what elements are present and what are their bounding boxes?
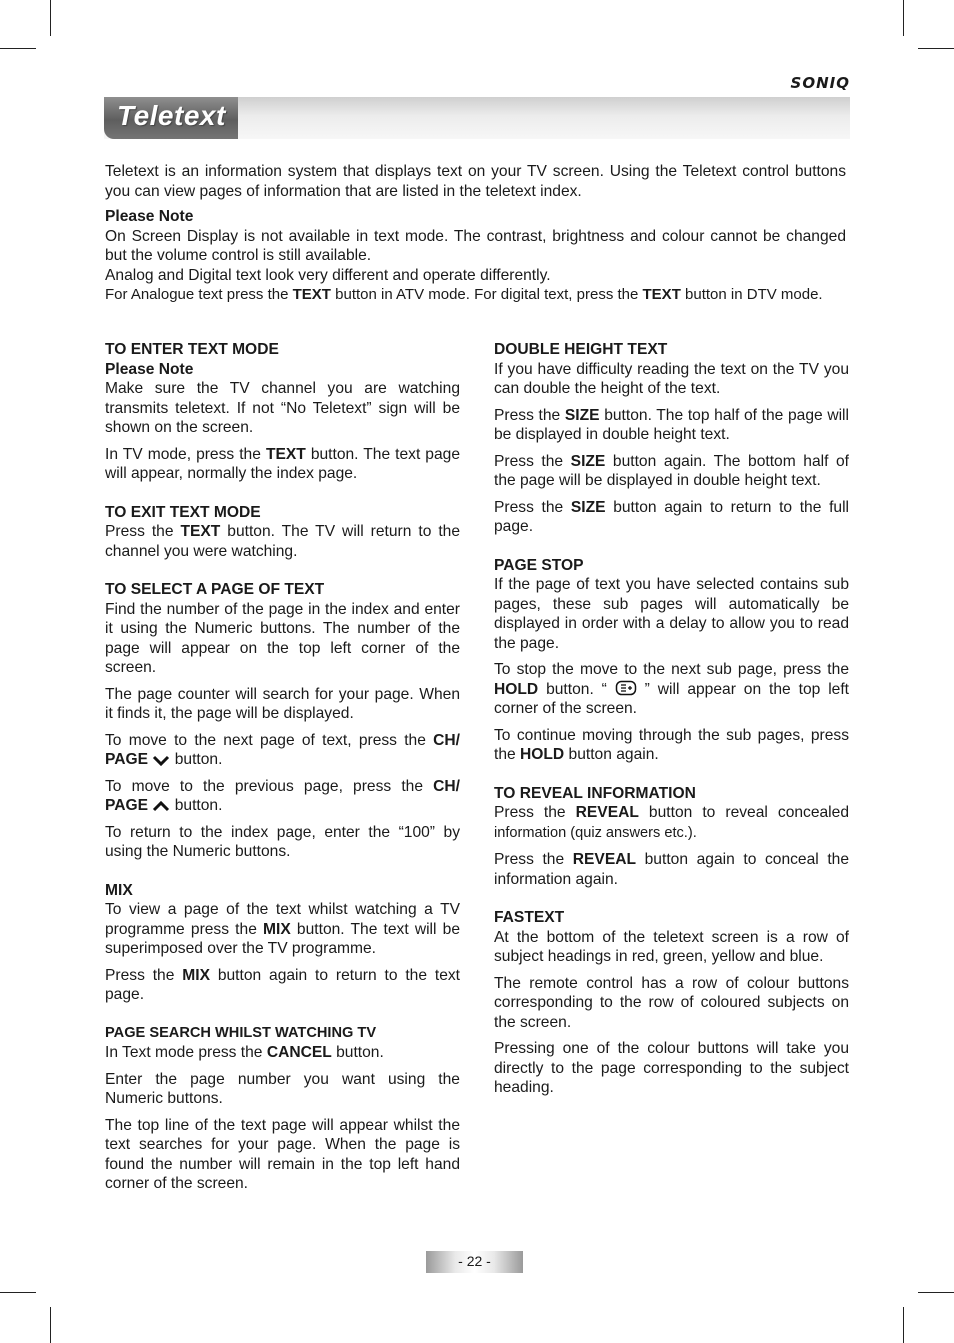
- section-heading: TO SELECT A PAGE OF TEXT: [105, 581, 325, 598]
- paragraph: To move to the previous page, press the CH/ PAGE button.: [105, 777, 460, 814]
- paragraph: The remote control has a row of colour buttons corresponding to the row of coloured subjects on the screen.: [494, 974, 849, 1031]
- paragraph: If the page of text you have selected contains sub pages, these sub pages will automatically be displayed in order with a delay to allow you to read the page.: [494, 576, 849, 652]
- crop-mark: [50, 1307, 51, 1343]
- paragraph: Press the REVEAL button again to conceal the information again.: [494, 851, 850, 888]
- paragraph: To view a page of the text whilst watching a TV programme press the MIX button. The text will be superimposed over the TV programme.: [105, 901, 460, 957]
- right-column: [494, 340, 849, 1105]
- chevron-up-icon: [152, 800, 170, 812]
- crop-mark: [0, 48, 36, 49]
- paragraph: Pressing one of the colour buttons will take you directly to the page corresponding to the subject heading.: [494, 1040, 849, 1096]
- crop-mark: [918, 48, 954, 49]
- crop-mark: [50, 0, 51, 36]
- section-subheading: Please Note: [105, 360, 194, 378]
- paragraph: At the bottom of the teletext screen is a row of subject headings in red, green, yellow and blue.: [494, 928, 849, 965]
- section-heading: MIX: [105, 881, 133, 899]
- section-heading: DOUBLE HEIGHT TEXT: [494, 341, 668, 358]
- paragraph: Press the TEXT button. The TV will return to the channel you were watching.: [105, 523, 460, 560]
- paragraph: Press the REVEAL button to reveal concealed information (quiz answers etc.).: [494, 804, 849, 841]
- paragraph: To continue moving through the sub pages, press the HOLD button again.: [494, 726, 849, 763]
- paragraph: Press the MIX button again to return to the text page.: [105, 966, 460, 1003]
- paragraph: In TV mode, press the TEXT button. The text page will appear, normally the index page.: [105, 445, 460, 482]
- section-heading: PAGE STOP: [494, 556, 584, 574]
- crop-mark: [903, 0, 904, 36]
- section-heading: TO REVEAL INFORMATION: [494, 784, 696, 802]
- left-column: [105, 340, 460, 1201]
- note-heading: Please Note: [105, 208, 194, 225]
- section-heading: PAGE SEARCH WHILST WATCHING TV: [105, 1024, 377, 1041]
- paragraph: Make sure the TV channel you are watching transmits teletext. If not “No Teletext” sign will be shown on the screen.: [105, 380, 460, 436]
- paragraph: Find the number of the page in the index and enter it using the Numeric buttons. The number of the page will appear on the top left corner of the screen.: [105, 600, 460, 676]
- paragraph: To stop the move to the next sub page, press the HOLD button. “ ” will appear on the top left corner of the screen.: [494, 661, 849, 717]
- paragraph: Press the SIZE button again. The bottom half of the page will be displayed in double height text.: [494, 452, 849, 489]
- page-number: - 22 -: [458, 1253, 491, 1269]
- paragraph: Press the SIZE button. The top half of the page will be displayed in double height text.: [494, 406, 849, 443]
- paragraph: Enter the page number you want using the Numeric buttons.: [105, 1070, 460, 1107]
- paragraph: In Text mode press the CANCEL button.: [105, 1044, 384, 1061]
- section-heading: TO EXIT TEXT MODE: [105, 503, 261, 521]
- intro-section: [105, 162, 846, 305]
- paragraph: The page counter will search for your page. When it finds it, the page will be displayed.: [105, 685, 460, 722]
- brand-logo: SONIQ: [790, 74, 850, 92]
- crop-mark: [0, 1292, 36, 1293]
- crop-mark: [918, 1292, 954, 1293]
- paragraph: Press the SIZE button again to return to the full page.: [494, 498, 849, 535]
- hold-icon: [615, 680, 637, 696]
- paragraph: To return to the index page, enter the “100” by using the Numeric buttons.: [105, 823, 460, 860]
- paragraph: If you have difficulty reading the text on the TV you can double the height of the text.: [494, 360, 849, 397]
- paragraph: The top line of the text page will appear whilst the text searches for your page. When the page is found the number will remain in the top left hand corner of the screen.: [105, 1116, 460, 1192]
- section-heading: TO ENTER TEXT MODE: [105, 341, 279, 358]
- intro-paragraph: Teletext is an information system that displays text on your TV screen. Using the Teletext control buttons you can view pages of information that are listed in the teletext index.: [105, 163, 846, 200]
- note-paragraph: On Screen Display is not available in text mode. The contrast, brightness and colour cannot be changed but the volume control is still available.: [105, 227, 846, 264]
- paragraph: To move to the next page of text, press the CH/ PAGE button.: [105, 731, 460, 768]
- note-paragraph: For Analogue text press the TEXT button in ATV mode. For digital text, press the TEXT button in DTV mode.: [105, 286, 823, 303]
- section-heading: FASTEXT: [494, 909, 565, 926]
- chevron-down-icon: [152, 754, 170, 766]
- page-title: Teletext: [117, 100, 226, 131]
- crop-mark: [903, 1307, 904, 1343]
- note-paragraph: Analog and Digital text look very different and operate differently.: [105, 266, 551, 284]
